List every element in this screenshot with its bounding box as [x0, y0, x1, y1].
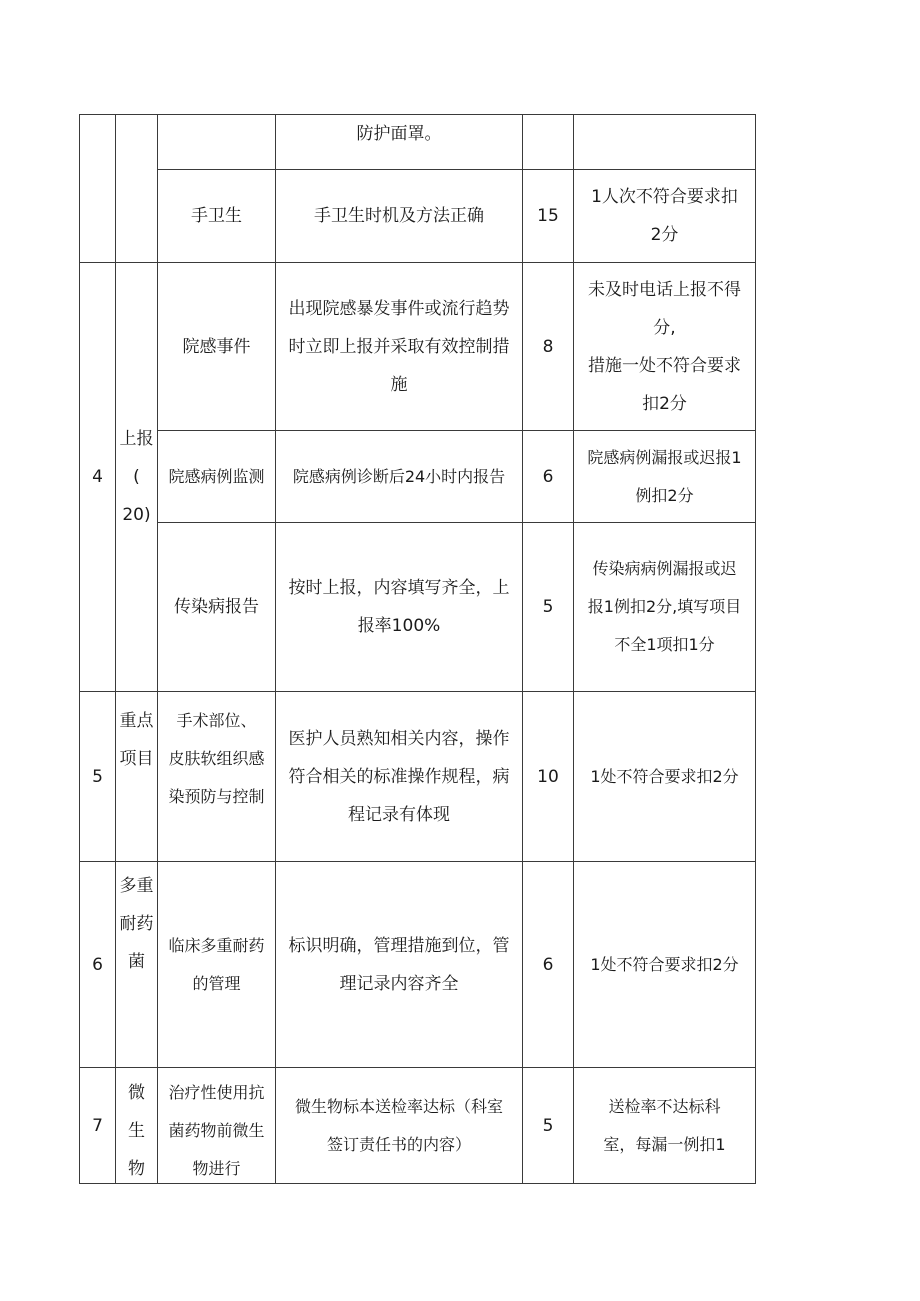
standard-cell: 出现院感暴发事件或流行趋势 时立即上报并采取有效控制措 施 — [288, 298, 510, 395]
standard-cell: 手卫生时机及方法正确 — [314, 206, 484, 226]
score-cell: 15 — [537, 206, 559, 226]
score-cell: 6 — [542, 466, 554, 487]
number-cell: 7 — [92, 1115, 103, 1136]
item-cell: 手卫生 — [191, 206, 242, 226]
number-cell: 6 — [92, 954, 103, 975]
category-cell: 重点 项目 — [119, 711, 154, 769]
item-cell: 治疗性使用抗 菌药物前微生 物进行 — [168, 1083, 265, 1178]
item-cell: 临床多重耐药 的管理 — [168, 935, 265, 993]
category-cell: 上报 ( 20) — [119, 429, 154, 525]
deduction-cell: 1处不符合要求扣2分 — [590, 766, 739, 786]
standard-cell: 按时上报，内容填写齐全，上 报率100% — [288, 578, 510, 636]
column-divider — [755, 114, 756, 1184]
score-cell: 5 — [542, 597, 554, 617]
number-cell: 5 — [92, 766, 103, 787]
deduction-cell: 院感病例漏报或迟报1 例扣2分 — [587, 447, 742, 505]
deduction-cell: 1人次不符合要求扣 2分 — [591, 187, 738, 245]
standard-cell: 院感病例诊断后24小时内报告 — [292, 466, 506, 486]
deduction-cell: 送检率不达标科 室，每漏一例扣1 — [603, 1096, 726, 1154]
item-cell: 院感事件 — [182, 336, 251, 357]
item-cell: 院感病例监测 — [168, 466, 265, 486]
number-cell: 4 — [92, 467, 103, 487]
deduction-cell: 未及时电话上报不得 分, 措施一处不符合要求 扣2分 — [588, 279, 741, 414]
item-cell: 传染病报告 — [174, 597, 259, 617]
category-cell: 多重 耐药 菌 — [119, 876, 154, 972]
deduction-cell: 1处不符合要求扣2分 — [590, 954, 739, 974]
standard-cell: 标识明确，管理措施到位，管 理记录内容齐全 — [288, 935, 510, 994]
standard-cell: 医护人员熟知相关内容，操作 符合相关的标准操作规程，病 程记录有体现 — [288, 728, 510, 825]
standard-cell: 防护面罩。 — [356, 124, 442, 144]
item-cell: 手术部位、 皮肤软组织感 染预防与控制 — [168, 711, 265, 806]
table-border-bottom — [79, 1183, 756, 1184]
standard-cell: 微生物标本送检率达标（科室 签订责任书的内容） — [294, 1096, 503, 1154]
score-cell: 10 — [537, 766, 559, 787]
score-cell: 8 — [542, 336, 554, 357]
category-cell: 微 生 物 — [128, 1083, 145, 1179]
deduction-cell: 传染病病例漏报或迟 报1例扣2分,填写项目 不全1项扣1分 — [587, 559, 742, 654]
score-cell: 5 — [542, 1115, 554, 1136]
score-cell: 6 — [542, 954, 554, 975]
